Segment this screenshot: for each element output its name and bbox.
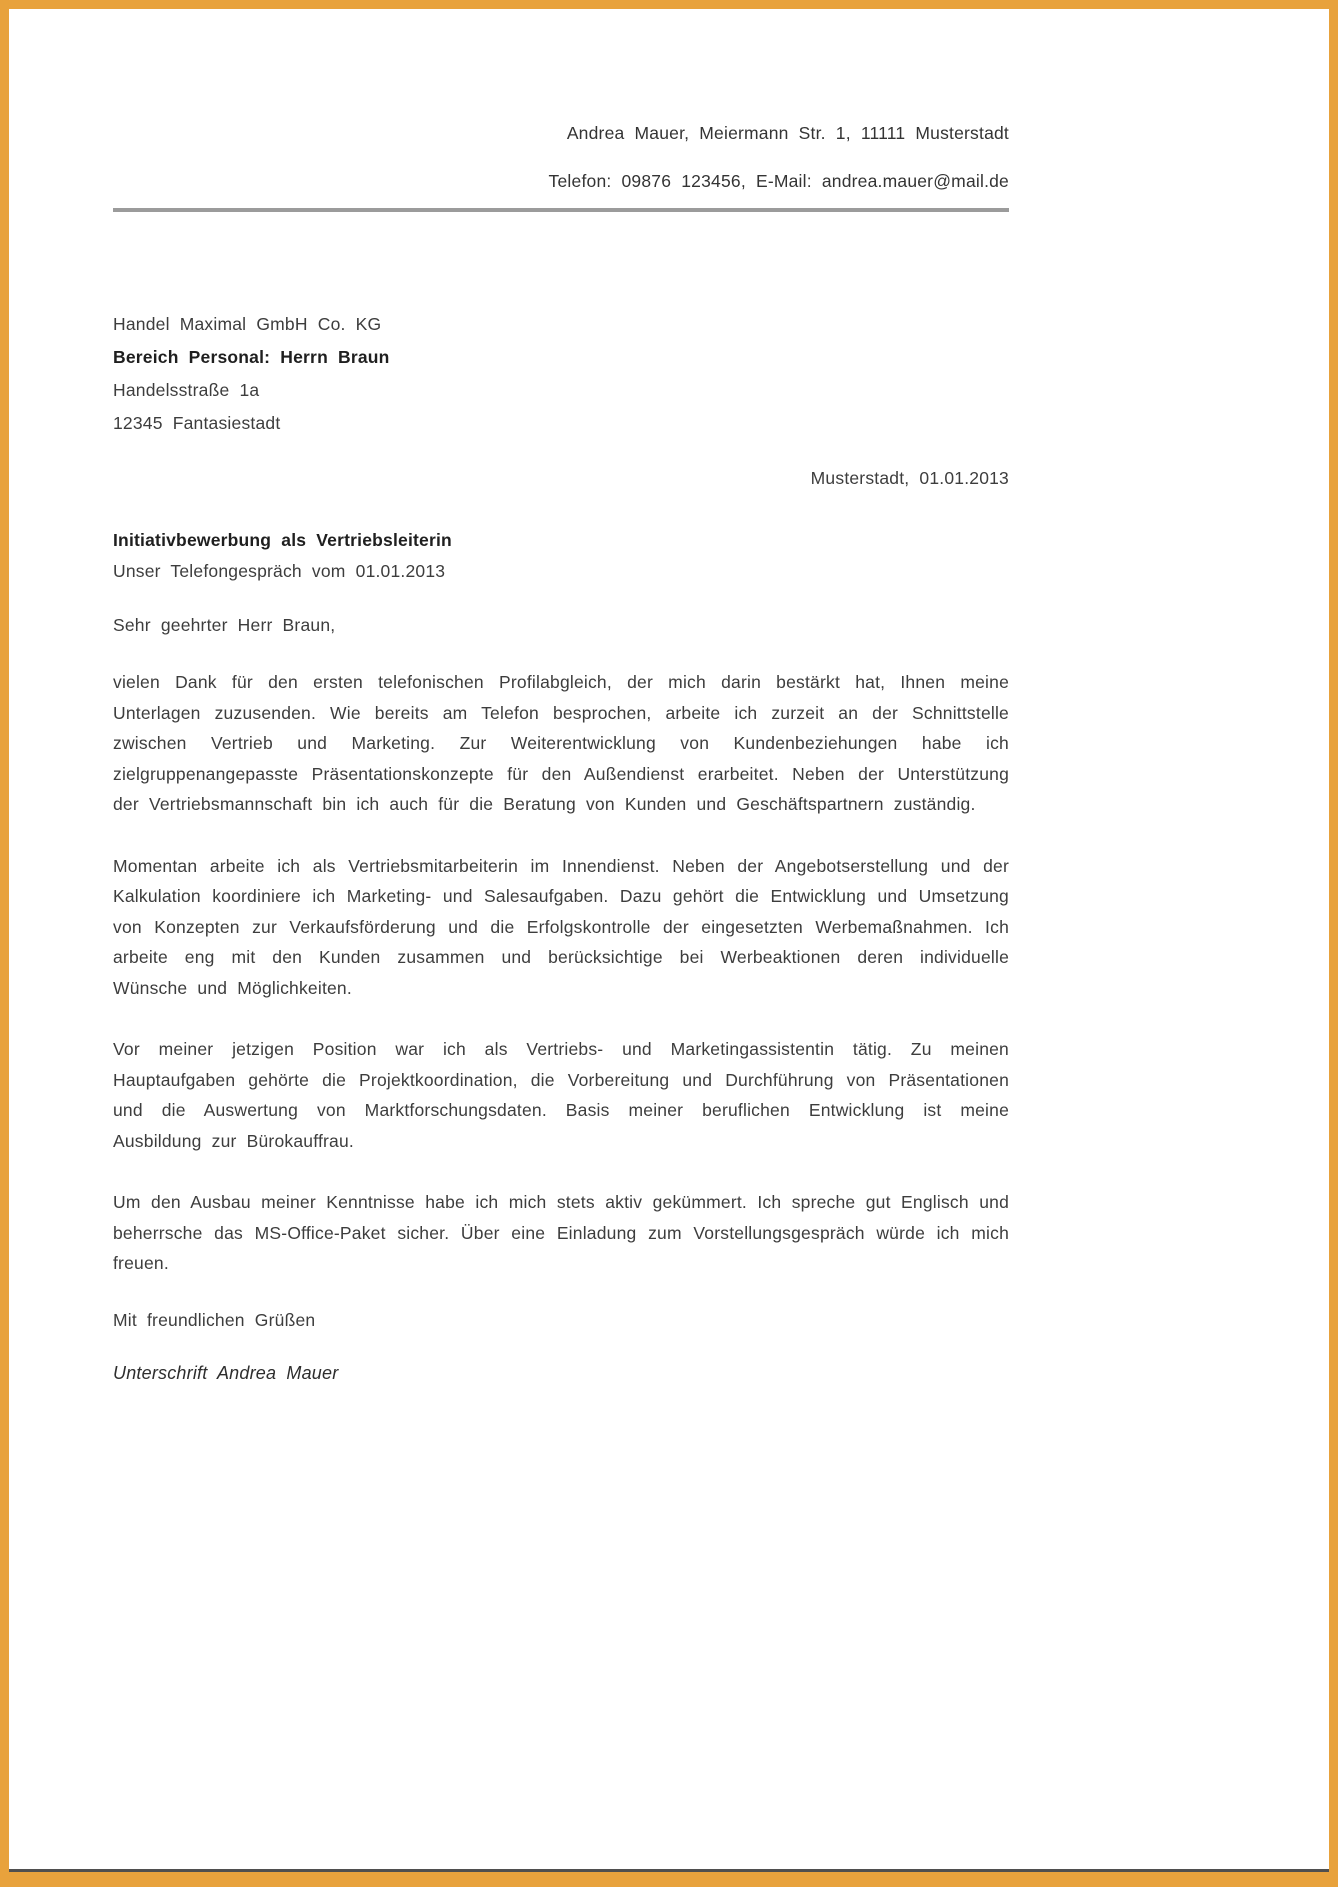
recipient-department: Bereich Personal: Herrn Braun bbox=[113, 347, 390, 367]
subject-block bbox=[113, 525, 1009, 587]
recipient-block bbox=[113, 308, 1009, 440]
sender-block bbox=[113, 109, 1009, 205]
recipient-street: Handelsstraße 1a bbox=[113, 380, 260, 400]
salutation: Sehr geehrter Herr Braun, bbox=[113, 615, 336, 635]
body-paragraph: Momentan arbeite ich als Vertriebsmitarbeiterin im Innendienst. Neben der Angebotserstellung und der Kalkulation koordiniere ich Marketing- und Salesaufgaben. Dazu gehört die Entwicklung und Umsetzung von Konzepten zur Verkaufsförderung und die Erfolgskontrolle der eingesetzten Werbemaßnahmen. Ich arbeite eng mit den Kunden zusammen und berücksichtige bei Werbeaktionen deren individuelle Wünsche und Möglichkeiten. bbox=[113, 855, 1009, 998]
body-paragraph: Vor meiner jetzigen Position war ich als Vertriebs- und Marketingassistentin tätig. Zu meinen Hauptaufgaben gehörte die Projektkoordination, die Vorbereitung und Durchführung von Präsentationen und die Auswertung von Marktforschungsdaten. Basis meiner beruflichen Entwicklung ist meine Ausbildung zur Bürokauffrau. bbox=[113, 1039, 1009, 1151]
sender-address-line: Andrea Mauer, Meiermann Str. 1, 11111 Musterstadt bbox=[566, 123, 1009, 143]
recipient-company: Handel Maximal GmbH Co. KG bbox=[113, 314, 382, 334]
body-paragraph: vielen Dank für den ersten telefonischen Profilabgleich, der mich darin bestärkt hat, Ihnen meine Unterlagen zuzusenden. Wie bereits am Telefon besprochen, arbeite ich zurzeit an der Schnittstelle zwischen Vertrieb und Marketing. Zur Weiterentwicklung von Kundenbeziehungen habe ich zielgruppenangepasste Präsentationskonzepte für den Außendienst erarbeitet. Neben der Unterstützung der Vertriebsmannschaft bin ich auch für die Beratung von Kunden und Geschäftspartnern zuständig. bbox=[113, 672, 1009, 814]
signature-line: Unterschrift Andrea Mauer bbox=[113, 1362, 339, 1383]
body-paragraph: Um den Ausbau meiner Kenntnisse habe ich mich stets aktiv gekümmert. Ich spreche gut Englisch und beherrsche das MS-Office-Paket sicher. Über eine Einladung zum Vorstellungsgespräch würde ich mich freuen. bbox=[113, 1192, 1009, 1273]
page-bottom-rule bbox=[9, 1869, 1329, 1872]
subject-reference-line: Unser Telefongespräch vom 01.01.2013 bbox=[113, 561, 446, 581]
letter-content bbox=[113, 9, 1009, 1384]
closing-line: Mit freundlichen Grüßen bbox=[113, 1309, 316, 1330]
subject-line: Initiativbewerbung als Vertriebsleiterin bbox=[113, 530, 452, 550]
date-line: Musterstadt, 01.01.2013 bbox=[810, 468, 1009, 488]
recipient-city: 12345 Fantasiestadt bbox=[113, 413, 281, 433]
sender-contact-line: Telefon: 09876 123456, E-Mail: andrea.mauer@mail.de bbox=[548, 171, 1009, 191]
header-divider bbox=[113, 208, 1009, 212]
